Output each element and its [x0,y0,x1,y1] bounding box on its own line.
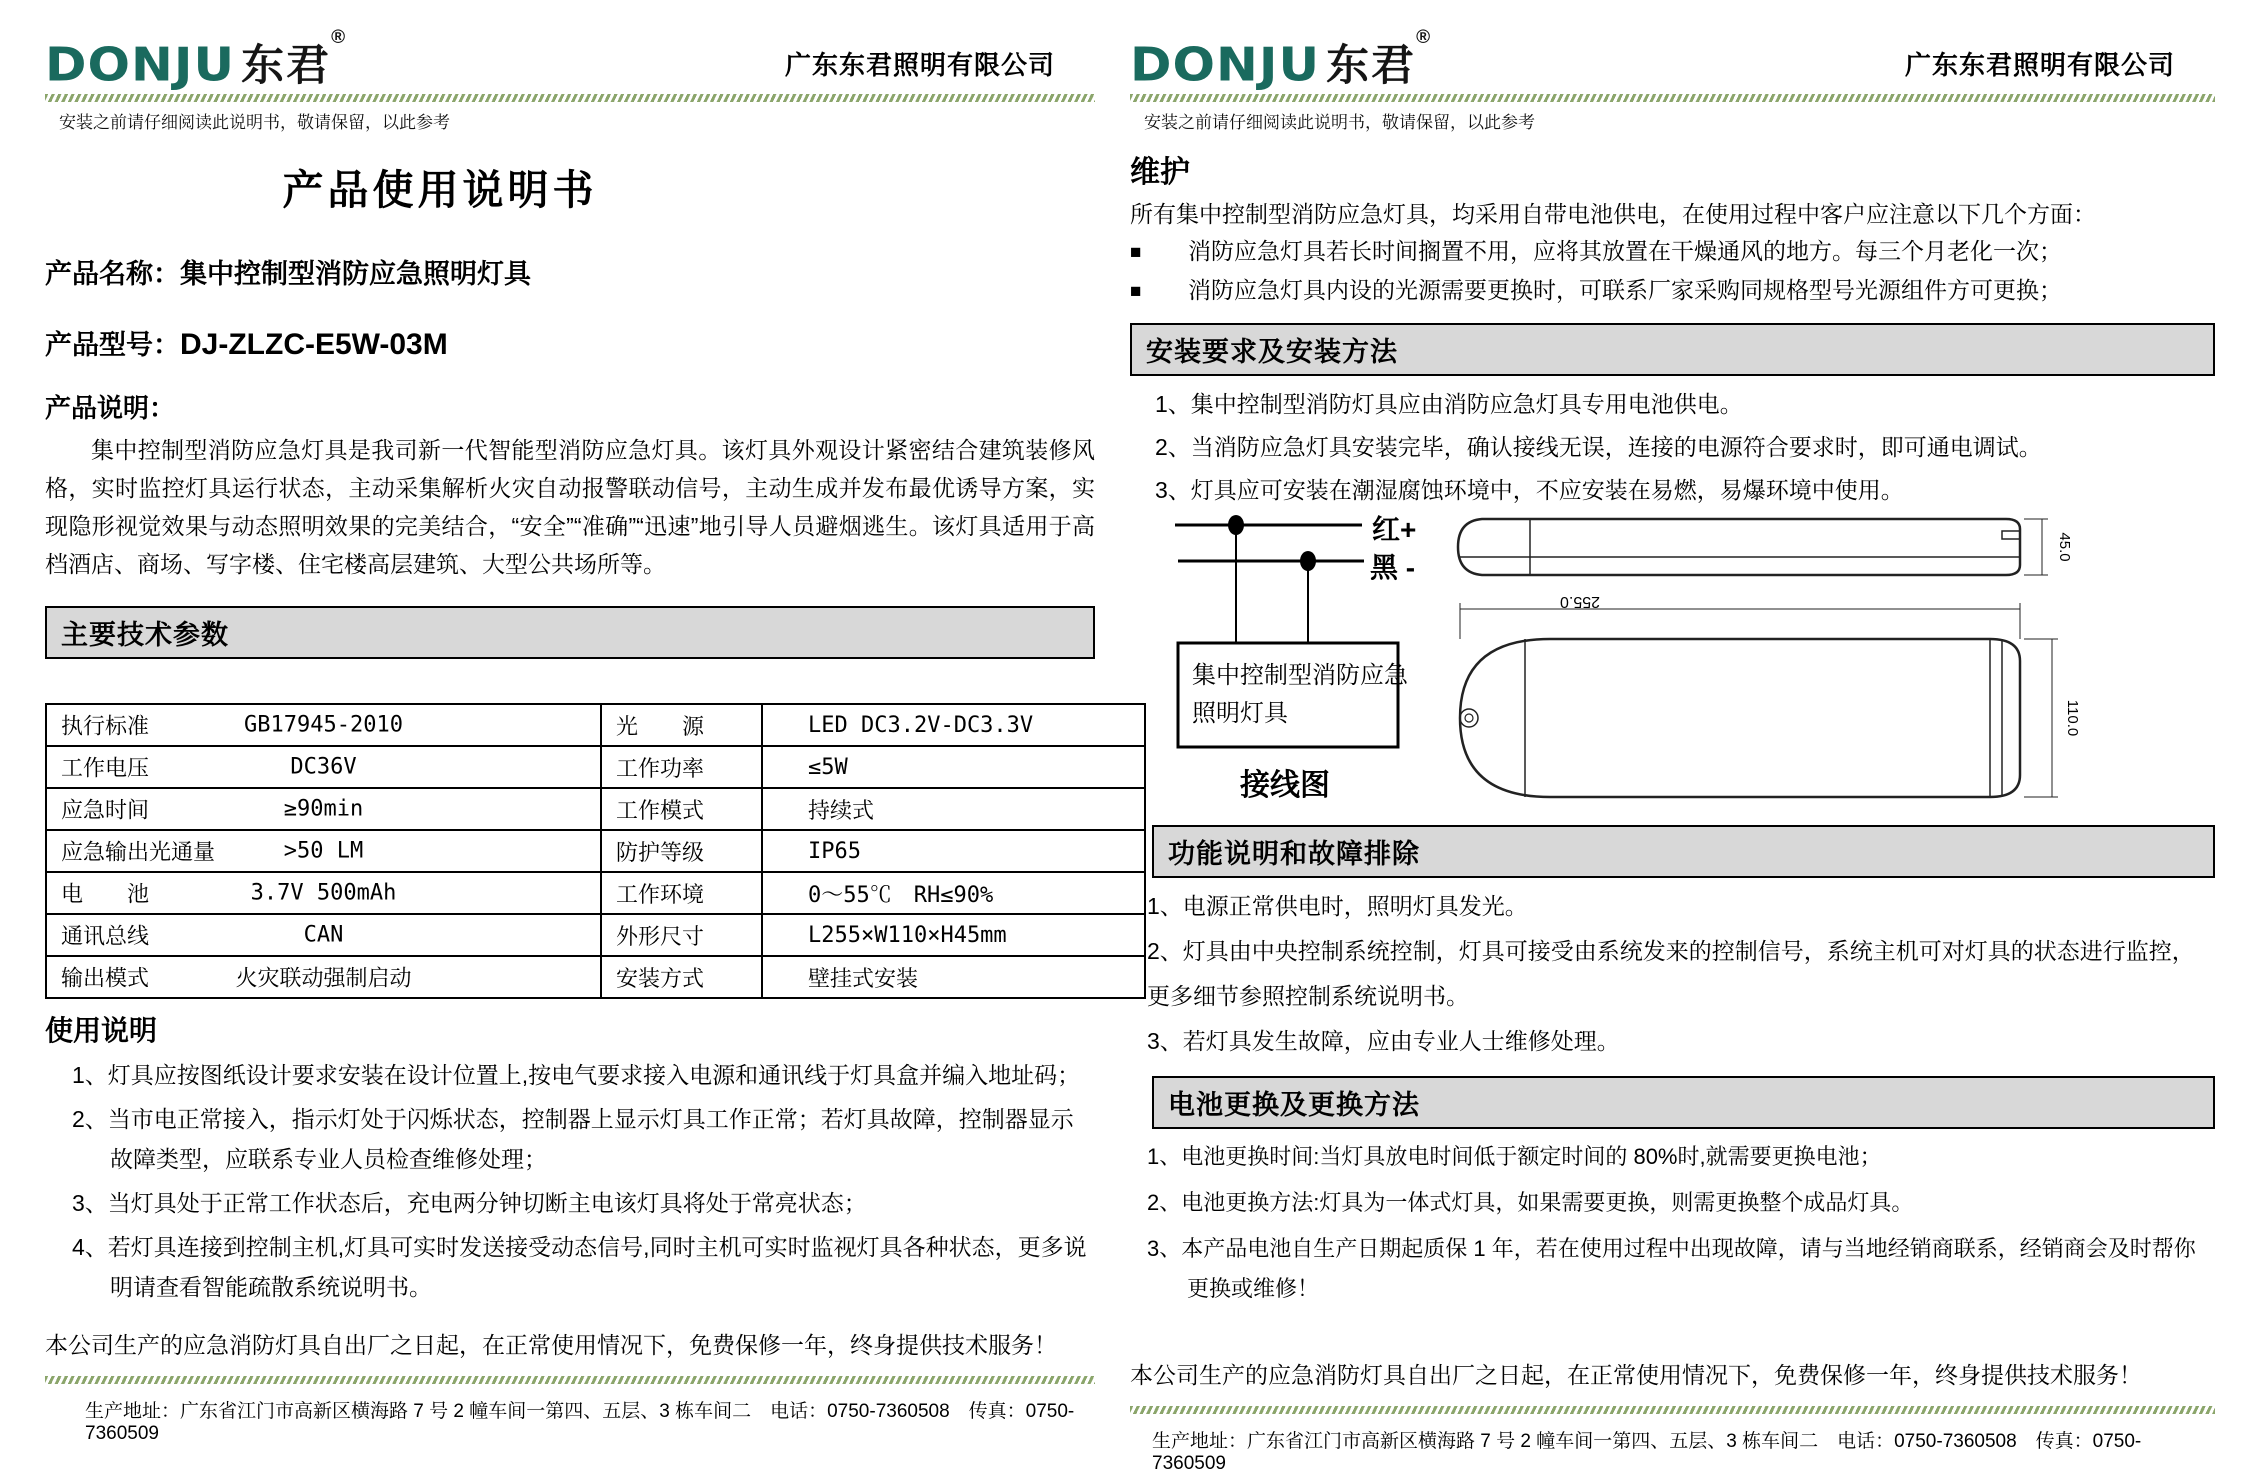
product-name-value: 集中控制型消防应急照明灯具 [180,259,531,289]
product-model-line [45,323,1095,362]
product-model-value: DJ-ZLZC-E5W-03M [180,328,448,361]
list-item: 1、电源正常供电时，照明灯具发光。 [1147,893,1528,919]
param-value: L255×W110×H45mm [762,914,1145,956]
table-row [46,872,1145,914]
table-row [46,704,1145,746]
param-value: DC36V [290,754,357,780]
table-row [46,788,1145,830]
list-item: 3、本产品电池自生产日期起质保 1 年，若在使用过程中出现故障，请与当地经销商联系，经销商会及时帮你更换或维修！ [1147,1236,2196,1301]
page-title: 产品使用说明书 [282,167,598,213]
function-list [1130,884,2215,1064]
lamp-side-view [1458,519,2020,575]
maintenance-bullet [1130,236,2215,268]
section-bar-function: 功能说明和故障排除 [1152,825,2215,878]
table-row [46,746,1145,788]
warranty-note: 本公司生产的应急消防灯具自出厂之日起，在正常使用情况下，免费保修一年，终身提供技术服务！ [45,1332,1057,1358]
list-item: 2、电池更换方法:灯具为一体式灯具，如果需要更换，则需更换整个成品灯具。 [1147,1190,1914,1215]
red-wire-label: 红+ [1372,514,1417,545]
list-item: 1、集中控制型消防灯具应由消防应急灯具专用电池供电。 [1155,391,1743,417]
manual-page-left [45,0,1095,1445]
param-label: 执行标准 [61,714,150,740]
logo-chinese: 东君 [241,42,332,90]
param-value: 3.7V 500mAh [250,880,397,906]
list-item: 3、若灯具发生故障，应由专业人士维修处理。 [1147,1028,1620,1054]
section-bar-battery: 电池更换及更换方法 [1152,1076,2215,1129]
param-label: 通讯总线 [61,924,150,950]
product-name-line [45,252,1095,291]
param-label: 工作功率 [601,746,762,788]
param-value: ≥90min [283,796,364,822]
tech-params-table [45,703,1146,999]
param-label: 电 池 [61,882,150,908]
registered-trademark-icon: ® [1416,27,1431,48]
param-label: 应急输出光通量 [61,840,216,866]
list-item: 3、当灯具处于正常工作状态后，充电两分钟切断主电该灯具将处于常亮状态； [72,1190,867,1216]
wiring-and-outline-diagram [1130,511,2215,823]
param-label: 工作电压 [61,756,150,782]
footer-address: 生产地址：广东省江门市高新区横海路 7 号 2 幢车间一第四、五层、3 栋车间二 电话：0750-7360508 传真：0750-7360509 [85,1401,1075,1444]
param-value: ≤5W [762,746,1145,788]
maintenance-bullet [1130,275,2215,307]
company-name: 广东东君照明有限公司 [784,50,1055,80]
square-bullet-icon: ■ [1130,242,1142,263]
list-item: 3、灯具应可安装在潮湿腐蚀环境中，不应安装在易燃，易爆环境中使用。 [1155,477,1904,503]
manual-page-right [1130,0,2215,1475]
product-model-label: 产品型号： [45,330,180,360]
warranty-note: 本公司生产的应急消防灯具自出厂之日起，在正常使用情况下，免费保修一年，终身提供技术服务！ [1130,1362,2142,1388]
usage-heading: 使用说明 [45,1015,158,1046]
param-label: 安装方式 [601,956,762,998]
bullet-text: 消防应急灯具若长时间搁置不用，应将其放置在干燥通风的地方。每三个月老化一次； [1188,238,2062,264]
list-item: 2、当市电正常接入，指示灯处于闪烁状态，控制器上显示灯具工作正常；若灯具故障，控制器显示故障类型，应联系专业人员检查维修处理； [72,1106,1074,1172]
logo-chinese: 东君 [1326,42,1417,90]
param-label: 工作环境 [601,872,762,914]
list-item: 4、若灯具连接到控制主机,灯具可实时发送接受动态信号,同时主机可实时监视灯具各种状态，更多说明请查看智能疏散系统说明书。 [72,1234,1087,1300]
read-before-install-note: 安装之前请仔细阅读此说明书，敬请保留，以此参考 [1144,113,1535,132]
logo-wordmark: DONJU [1130,38,1321,92]
page-header [1130,26,2215,92]
param-label: 工作模式 [601,788,762,830]
square-bullet-icon: ■ [1130,281,1142,302]
dimension-width: 110.0 [2064,699,2081,737]
install-list [1130,389,2215,505]
param-value: 0～55℃ RH≤90% [762,872,1145,914]
footer-address: 生产地址：广东省江门市高新区横海路 7 号 2 幢车间一第四、五层、3 栋车间二 电话：0750-7360508 传真：0750-7360509 [1152,1431,2142,1474]
param-label: 防护等级 [601,830,762,872]
usage-list [45,1055,1095,1307]
hatch-divider [1130,94,2215,102]
screw-icon [1460,709,1478,727]
param-label: 外形尺寸 [601,914,762,956]
param-value: LED DC3.2V-DC3.3V [762,704,1145,746]
bullet-text: 消防应急灯具内设的光源需要更换时，可联系厂家采购同规格型号光源组件方可更换； [1188,277,2062,303]
device-box [1178,643,1398,747]
read-before-install-note: 安装之前请仔细阅读此说明书，敬请保留，以此参考 [59,113,450,132]
table-row [46,956,1145,998]
screw-icon [1465,714,1473,722]
black-wire-label: 黑 - [1370,552,1416,583]
logo-wordmark: DONJU [45,38,236,92]
param-value: >50 LM [283,838,364,864]
list-item: 2、当消防应急灯具安装完毕，确认接线无误，连接的电源符合要求时，即可通电调试。 [1155,434,2042,460]
donju-logo [1130,27,1431,92]
device-box-label: 照明灯具 [1192,700,1288,727]
list-item: 2、灯具由中央控制系统控制，灯具可接受由系统发来的控制信号，系统主机可对灯具的状态进行监控，更多细节参照控制系统说明书。 [1147,938,2195,1009]
dimension-length: 255.0 [1559,593,1601,610]
param-value: CAN [303,922,344,948]
lamp-front-view [1460,639,2020,797]
wiring-caption: 接线图 [1240,769,1330,802]
product-name-label: 产品名称： [45,259,180,289]
registered-trademark-icon: ® [331,27,346,48]
param-value: 壁挂式安装 [762,956,1145,998]
dimension-height: 45.0 [2056,532,2073,562]
param-label: 应急时间 [61,798,150,824]
table-row [46,830,1145,872]
param-value: IP65 [762,830,1145,872]
hatch-divider [45,94,1095,102]
section-bar-tech-params: 主要技术参数 [45,606,1095,659]
maintenance-intro: 所有集中控制型消防应急灯具，均采用自带电池供电，在使用过程中客户应注意以下几个方面： [1130,201,2096,227]
section-bar-install: 安装要求及安装方法 [1130,323,2215,376]
hatch-divider [1130,1406,2215,1414]
list-item: 1、电池更换时间:当灯具放电时间低于额定时间的 80%时,就需要更换电池； [1147,1144,1882,1169]
param-label: 光 源 [601,704,762,746]
donju-logo [45,27,346,92]
description-heading: 产品说明： [45,393,176,423]
company-name: 广东东君照明有限公司 [1904,50,2175,80]
param-value: 火灾联动强制启动 [235,966,412,992]
table-row [46,914,1145,956]
param-value: GB17945-2010 [244,712,403,738]
description-paragraph: 集中控制型消防应急灯具是我司新一代智能型消防应急灯具。该灯具外观设计紧密结合建筑装修风格，实时监控灯具运行状态，主动采集解析火灾自动报警联动信号，主动生成并发布最优诱导方案，实现隐形视觉效果与动态照明效果的完美结合，“安全”“准确”“迅速”地引导人员避烟逃生。该灯具适用于高档酒店、商场、写字楼、住宅楼高层建筑、大型公共场所等。 [45,437,1095,577]
page-header [45,26,1095,92]
device-box-label: 集中控制型消防应急 [1192,662,1408,689]
list-item: 1、灯具应按图纸设计要求安装在设计位置上,按电气要求接入电源和通讯线于灯具盒并编入地址码； [72,1062,1081,1088]
param-label: 输出模式 [61,966,150,992]
maintenance-heading: 维护 [1130,156,1190,189]
battery-list [1130,1137,2215,1309]
param-value: 持续式 [762,788,1145,830]
hatch-divider [45,1376,1095,1384]
